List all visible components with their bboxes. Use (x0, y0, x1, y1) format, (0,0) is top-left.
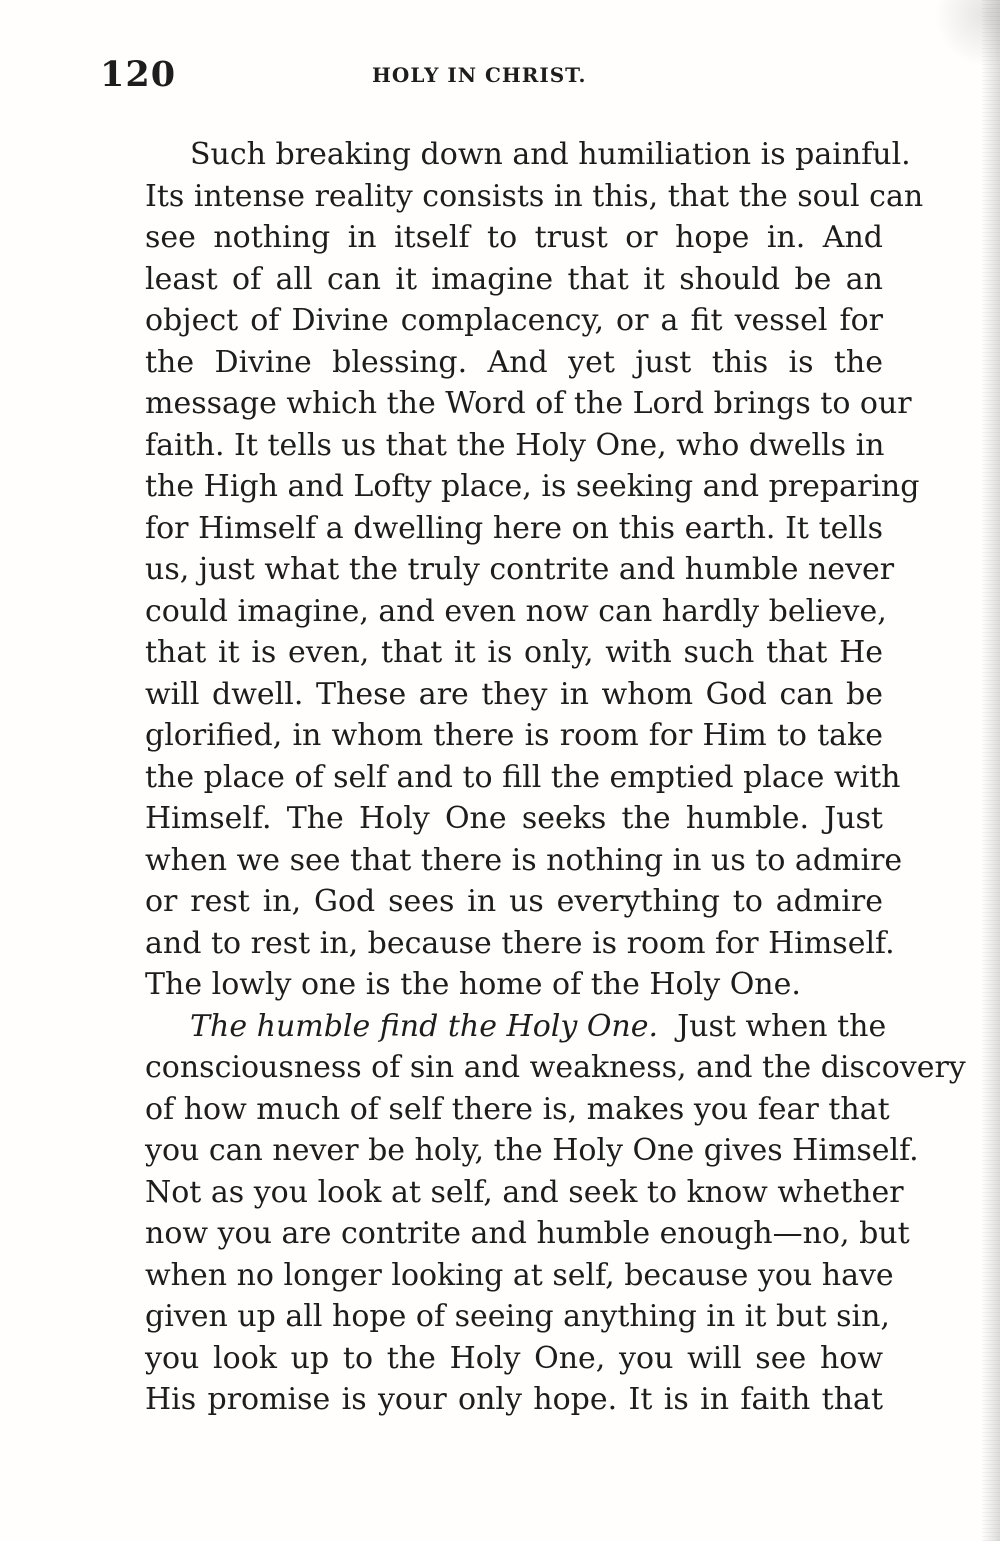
page-number: 120 (100, 54, 177, 95)
text-line: now you are contrite and humble enough—no, but (145, 1216, 910, 1251)
paragraph-1 (100, 134, 924, 1006)
scan-corner-speckle (920, 0, 1000, 70)
text-line: the place of self and to fill the emptied place with (145, 759, 901, 795)
text-line: least of all can it imagine that it should be an (145, 261, 883, 297)
text-line: faith. It tells us that the Holy One, who dwells in (145, 427, 885, 463)
text-line: Himself. The Holy One seeks the humble. Just (145, 801, 883, 836)
text-line: you look up to the Holy One, you will see how (145, 1340, 883, 1376)
running-title: HOLY IN CHRIST. (372, 63, 587, 87)
paragraph-2 (100, 1006, 966, 1421)
text-line: or rest in, God sees in us everything to admire (145, 884, 883, 919)
text-line: Such breaking down and humiliation is painful. (190, 137, 911, 172)
page-edge-shadow (982, 0, 1000, 1541)
text-line-with-italic-lead (100, 1006, 887, 1048)
text-line: you can never be holy, the Holy One gives Himself. (145, 1133, 919, 1168)
running-head (100, 52, 880, 98)
text-line: Not as you look at self, and seek to know whether (145, 1174, 904, 1210)
text-line: when no longer looking at self, because you have (145, 1257, 894, 1293)
text-line: that it is even, that it is only, with such that He (145, 635, 883, 670)
text-line: the High and Lofty place, is seeking and preparing (145, 469, 920, 504)
text-line: message which the Word of the Lord brings to our (145, 386, 912, 421)
italic-lead: The humble find the Holy One. (190, 1008, 659, 1044)
text-line: given up all hope of seeing anything in it but sin, (145, 1299, 890, 1334)
text-line: object of Divine complacency, or a fit vessel for (145, 303, 883, 338)
text-line: when we see that there is nothing in us to admire (145, 842, 903, 878)
first-line-rest: Just when the (677, 1008, 887, 1044)
text-line: consciousness of sin and weakness, and the discovery (145, 1050, 966, 1085)
text-line: for Himself a dwelling here on this earth. It tells (145, 510, 883, 546)
text-line: of how much of self there is, makes you fear that (145, 1091, 890, 1127)
text-line: see nothing in itself to trust or hope in. And (145, 220, 883, 255)
text-line: could imagine, and even now can hardly believe, (145, 593, 887, 629)
text-line: His promise is your only hope. It is in faith that (145, 1382, 883, 1417)
body-text (100, 134, 966, 1421)
text-line: The lowly one is the home of the Holy One. (145, 967, 801, 1002)
text-line: us, just what the truly contrite and humble never (145, 552, 895, 587)
text-line: and to rest in, because there is room for Himself. (145, 925, 895, 961)
text-line: glorified, in whom there is room for Him to take (145, 718, 883, 753)
text-line: Its intense reality consists in this, that the soul can (145, 178, 924, 214)
text-line: will dwell. These are they in whom God can be (145, 676, 883, 712)
text-line: the Divine blessing. And yet just this is the (145, 344, 883, 380)
